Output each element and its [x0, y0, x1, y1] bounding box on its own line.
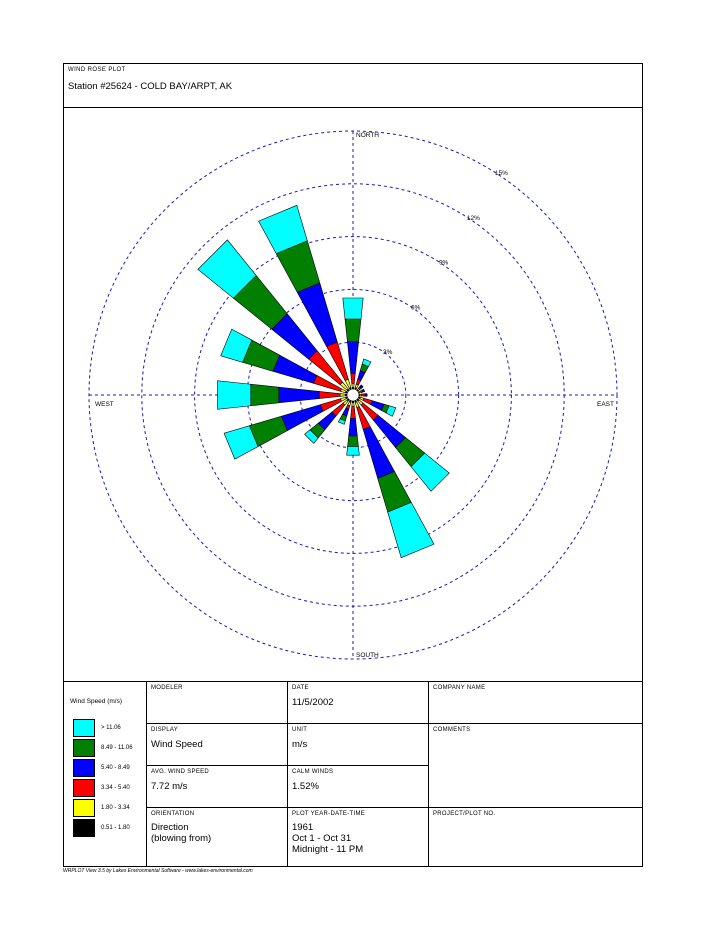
- modeler-cell: [147, 682, 288, 724]
- plot-year-cell: [288, 808, 429, 867]
- project-label: PROJECT/PLOT NO.: [433, 811, 496, 817]
- plot-time-value: Midnight - 11 PM: [292, 844, 364, 855]
- calm-winds-cell: [288, 766, 429, 808]
- orientation-label: ORIENTATION: [151, 811, 195, 817]
- legend-swatch: [73, 819, 95, 837]
- info-table: [64, 681, 642, 868]
- petal-e-class-2: [362, 394, 366, 397]
- plot-type-title: WIND ROSE PLOT: [68, 67, 126, 73]
- ring-label-3: 3%: [382, 349, 393, 357]
- date-label: DATE: [292, 685, 309, 691]
- avg-speed-cell: [147, 766, 288, 808]
- petal-n-class-3: [347, 342, 358, 374]
- legend-swatch: [73, 759, 95, 777]
- unit-label: UNIT: [292, 727, 308, 733]
- petal-sse-class-5: [388, 502, 434, 557]
- wind-rose-sheet: [63, 63, 643, 867]
- display-value: Wind Speed: [151, 739, 203, 750]
- company-cell: [429, 682, 642, 724]
- project-cell: [429, 808, 642, 867]
- compass-north-label: NORTH: [356, 132, 379, 139]
- unit-value: m/s: [292, 739, 308, 750]
- petal-s-class-4: [348, 436, 359, 447]
- comments-cell: [429, 724, 642, 808]
- wind-rose-chart: [64, 108, 642, 681]
- comments-label: COMMENTS: [433, 727, 471, 733]
- petal-s-class-3: [349, 418, 358, 436]
- petal-n-class-2: [351, 373, 356, 384]
- legend-label: 5.40 - 8.49: [101, 765, 130, 771]
- petal-s-class-1: [352, 403, 354, 407]
- legend-label: 8.49 - 11.06: [101, 745, 133, 751]
- petal-s-class-5: [347, 446, 360, 455]
- orientation-cell: [147, 808, 288, 867]
- legend-swatch: [73, 739, 95, 757]
- legend-cell: [64, 682, 147, 867]
- modeler-label: MODELER: [151, 685, 183, 691]
- compass-east-label: EAST: [597, 401, 614, 408]
- orientation-value-line1: Direction: [151, 822, 189, 833]
- software-credit: WRPLOT View 3.5 by Lakes Environmental Software - www.lakes-environmental.com: [63, 868, 253, 874]
- petal-e-class-3: [365, 394, 367, 397]
- petals-group: [198, 205, 449, 557]
- company-label: COMPANY NAME: [433, 685, 486, 691]
- petal-w-class-3: [279, 387, 319, 403]
- legend-label: 3.34 - 5.40: [101, 785, 130, 791]
- calm-winds-value: 1.52%: [292, 781, 319, 792]
- legend-title: Wind Speed (m/s): [70, 698, 123, 705]
- plot-year-label: PLOT YEAR-DATE-TIME: [292, 811, 366, 817]
- plot-header: [64, 64, 642, 108]
- orientation-value-line2: (blowing from): [151, 833, 212, 844]
- compass-south-label: SOUTH: [356, 652, 379, 659]
- avg-speed-label: AVG. WIND SPEED: [151, 769, 210, 775]
- petal-w-class-1: [340, 394, 345, 397]
- legend-swatch: [73, 719, 95, 737]
- plot-date-value: Oct 1 - Oct 31: [292, 833, 352, 844]
- petal-n-class-5: [343, 298, 363, 319]
- petal-n-class-1: [352, 384, 354, 388]
- date-value: 11/5/2002: [292, 697, 334, 708]
- petal-ene-class-3: [362, 389, 365, 392]
- petal-n-class-4: [345, 319, 361, 342]
- ring-label-6: 6%: [410, 304, 421, 312]
- ring-label-12: 12%: [466, 214, 480, 222]
- compass-west-label: WEST: [95, 401, 114, 408]
- petal-w-class-2: [319, 391, 340, 398]
- station-title: Station #25624 - COLD BAY/ARPT, AK: [68, 81, 233, 92]
- calm-winds-label: CALM WINDS: [292, 769, 334, 775]
- ring-label-15: 15%: [494, 170, 508, 178]
- legend-swatch: [73, 799, 95, 817]
- petal-w-class-5: [218, 381, 251, 409]
- plot-year-value: 1961: [292, 822, 314, 833]
- petal-w-class-4: [251, 384, 279, 406]
- ring-label-9: 9%: [438, 259, 449, 267]
- legend-label: 0.51 - 1.80: [101, 825, 130, 831]
- date-cell: [288, 682, 429, 724]
- calm-center: [347, 389, 359, 401]
- petal-s-class-2: [351, 406, 356, 418]
- display-cell: [147, 724, 288, 766]
- legend-label: 1.80 - 3.34: [101, 805, 130, 811]
- legend-swatch: [73, 779, 95, 797]
- avg-speed-value: 7.72 m/s: [151, 781, 188, 792]
- unit-cell: [288, 724, 429, 766]
- display-label: DISPLAY: [151, 727, 178, 733]
- legend-label: > 11.06: [101, 725, 121, 731]
